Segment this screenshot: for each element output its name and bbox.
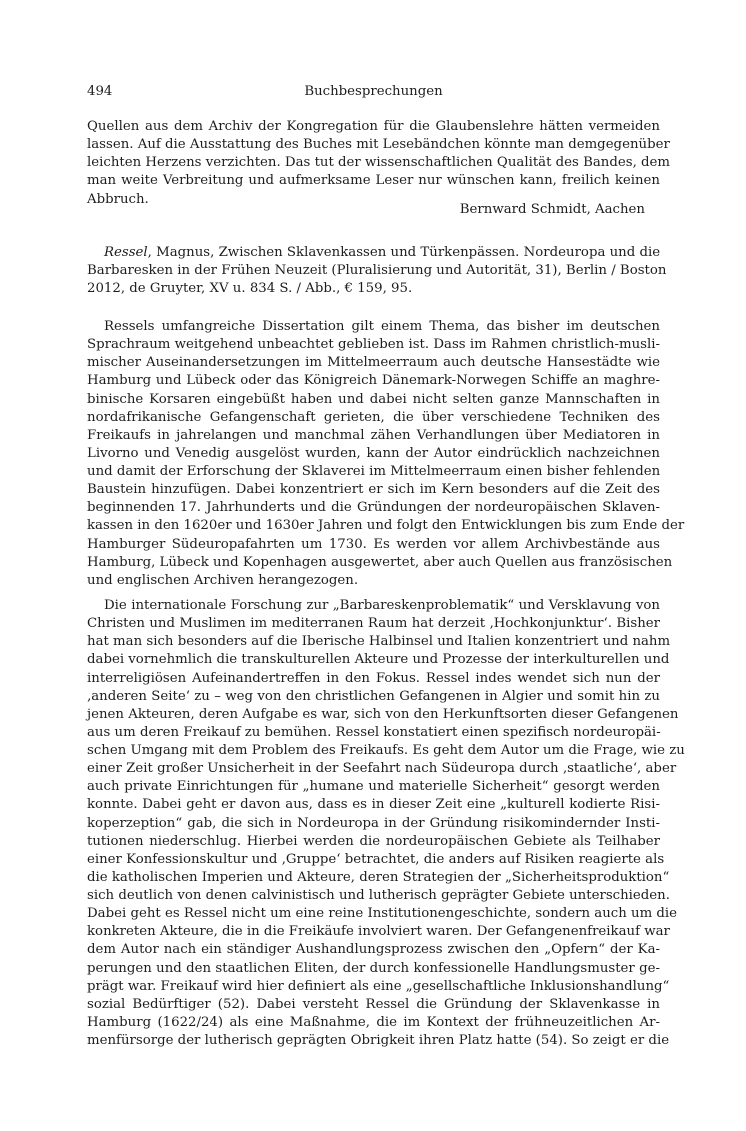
text-line: die katholischen Imperien und Akteure, deren Strategien der „Sicherheitsproduktion“ <box>87 869 670 885</box>
text-line: interreligiösen Aufeinandertreffen in den Fokus. Ressel indes wendet sich nun der <box>87 670 660 686</box>
text-line: Hamburg, Lübeck und Kopenhagen ausgewertet, aber auch Quellen aus französischen <box>87 554 673 570</box>
page-number: 494 <box>87 84 113 99</box>
text-line: lassen. Auf die Ausstattung des Buches mit Lesebändchen könnte man demgegenüber <box>87 137 670 153</box>
text-line: beginnenden 17. Jahrhunderts und die Gründungen der nordeuropäischen Sklaven- <box>87 500 660 516</box>
text-line: und englischen Archiven herangezogen. <box>87 572 359 588</box>
text-line: auch private Einrichtungen für „humane und materielle Sicherheit“ gesorgt werden <box>87 779 660 795</box>
text-line: perungen und den staatlichen Eliten, der durch konfessionelle Handlungsmuster ge- <box>87 960 660 976</box>
text-line: koperzeption“ gab, die sich in Nordeuropa in der Gründung risikomindernder Insti- <box>87 815 660 831</box>
text-line: prägt war. Freikauf wird hier definiert als eine „gesellschaftliche Inklusionshandlung“ <box>87 978 670 994</box>
text-line: Ressels umfangreiche Dissertation gilt einem Thema, das bisher im deutschen <box>104 319 660 334</box>
text-line: leichten Herzens verzichten. Das tut der wissenschaftlichen Qualität des Bandes, dem <box>87 155 671 171</box>
text-line: Sprachraum weitgehend unbeachtet geblieben ist. Dass im Rahmen christlich-musli- <box>87 337 660 353</box>
text-line: dem Autor nach ein ständiger Aushandlungsprozess zwischen den „Opfern“ der Ka- <box>87 942 660 958</box>
text-line: und damit der Erforschung der Sklaverei im Mittelmeerraum einen bisher fehlenden <box>87 464 661 479</box>
text-line: dabei vornehmlich die transkulturellen Akteure und Prozesse der interkulturellen und <box>87 652 670 668</box>
previous-review-ending <box>87 118 671 209</box>
text-line: man weite Verbreitung und aufmerksame Leser nur wünschen kann, freilich keinen <box>87 173 660 189</box>
text-line: hat man sich besonders auf die Iberische Halbinsel und Italien konzentriert und nahm <box>87 634 671 650</box>
text-line: nordafrikanische Gefangenschaft gerieten, die über verschiedene Techniken des <box>87 409 660 425</box>
text-line: schen Umgang mit dem Problem des Freikaufs. Es geht dem Autor um die Frage, wie zu <box>87 743 685 758</box>
text-line: binische Korsaren eingebüßt haben und dabei nicht selten ganze Mannschaften in <box>87 391 660 407</box>
text-line: ‚anderen Seite‘ zu – weg von den christlichen Gefangenen in Algier und somit hin zu <box>87 688 660 704</box>
citation-line: Barbaresken in der Frühen Neuzeit (Pluralisierung und Autorität, 31), Berlin / Boston <box>87 263 667 279</box>
text-line: Hamburg und Lübeck oder das Königreich Dänemark-Norwegen Schiffe an maghre- <box>87 373 660 389</box>
text-line: konkreten Akteure, die in die Freikäufe involviert waren. Der Gefangenenfreikauf war <box>87 924 670 940</box>
text-line: tutionen niederschlug. Hierbei werden die nordeuropäischen Gebiete als Teilhaber <box>87 833 660 849</box>
citation-title: , Magnus, Zwischen Sklavenkassen und Türkenpässen. Nordeuropa und die <box>147 245 661 260</box>
text-line: einer Konfessionskultur und ‚Gruppe‘ betrachtet, die anders auf Risiken reagierte als <box>87 851 665 867</box>
text-line: menfürsorge der lutherisch geprägten Obrigkeit ihren Platz hatte (54). So zeigt er die <box>87 1033 670 1048</box>
running-title: Buchbesprechungen <box>304 84 443 99</box>
text-line: Hamburg (1622/24) als eine Maßnahme, die im Kontext der frühneuzeitlichen Ar- <box>87 1014 660 1030</box>
review-paragraph-1 <box>87 318 685 590</box>
text-line: Die internationale Forschung zur „Barbareskenproblematik“ und Versklavung von <box>104 598 660 613</box>
text-line: konnte. Dabei geht er davon aus, dass es in dieser Zeit eine „kulturell kodierte Risi- <box>87 797 660 813</box>
text-line: aus um deren Freikauf zu bemühen. Ressel konstatiert einen spezifisch nordeuropäi- <box>87 724 661 740</box>
reviewer-signature: Bernward Schmidt, Aachen <box>459 202 645 217</box>
text-line: mischer Auseinandersetzungen im Mittelmeerraum auch deutsche Hansestädte wie <box>87 355 660 371</box>
text-line: Christen und Muslimen im mediterranen Raum hat derzeit ‚Hochkonjunktur‘. Bisher <box>87 616 660 632</box>
running-header <box>87 83 660 101</box>
citation-line: 2012, de Gruyter, XV u. 834 S. / Abb., € 159, 95. <box>87 281 413 297</box>
text-line: Abbruch. <box>87 191 149 207</box>
text-line: Quellen aus dem Archiv der Kongregation für die Glaubenslehre hätten vermeiden <box>87 119 660 134</box>
text-line: einer Zeit großer Unsicherheit in der Seefahrt nach Südeuropa durch ‚staatliche‘, aber <box>87 761 677 777</box>
text-line: Hamburger Südeuropafahrten um 1730. Es werden vor allem Archivbestände aus <box>87 536 660 552</box>
text-line: sich deutlich von denen calvinistisch und lutherisch geprägter Gebiete unterschieden. <box>87 888 670 903</box>
text-line: sozial Bedürftiger (52). Dabei versteht Ressel die Gründung der Sklavenkasse in <box>87 996 660 1012</box>
text-line: Baustein hinzufügen. Dabei konzentriert er sich im Kern besonders auf die Zeit des <box>87 482 660 498</box>
text-line: Livorno und Venedig ausgelöst wurden, kann der Autor eindrücklich nachzeichnen <box>87 445 660 461</box>
citation-line <box>87 244 660 262</box>
text-line: Freikaufs in jahrelangen und manchmal zähen Verhandlungen über Mediatoren in <box>87 427 660 443</box>
author-surname: Ressel <box>104 245 148 260</box>
text-line: kassen in den 1620er und 1630er Jahren und folgt den Entwicklungen bis zum Ende der <box>87 518 685 534</box>
text-line: jenen Akteuren, deren Aufgabe es war, sich von den Herkunftsorten dieser Gefangenen <box>87 706 679 722</box>
review-paragraph-2 <box>87 597 685 1050</box>
book-citation <box>87 244 667 298</box>
text-line: Dabei geht es Ressel nicht um eine reine Institutionengeschichte, sondern auch um die <box>87 906 678 922</box>
